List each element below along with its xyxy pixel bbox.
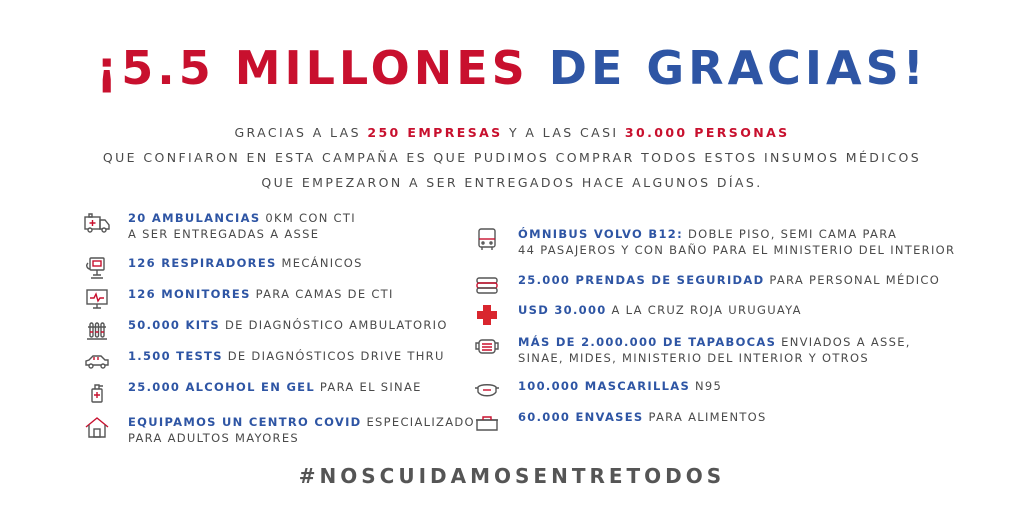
n95-mask-icon	[470, 376, 504, 406]
item-text	[518, 300, 802, 318]
face-mask-icon	[470, 332, 504, 362]
item-rest: MECÁNICOS	[276, 256, 363, 270]
item-bold: USD 30.000	[518, 303, 607, 317]
item-rest: PARA PERSONAL MÉDICO	[764, 273, 941, 287]
list-item	[470, 300, 802, 330]
item-text	[518, 270, 940, 288]
intro-line-2: QUE CONFIARON EN ESTA CAMPAÑA ES QUE PUDIMOS COMPRAR TODOS ESTOS INSUMOS MÉDICOS	[102, 150, 922, 165]
item-line-1	[518, 334, 911, 350]
page-title	[0, 38, 1024, 98]
item-line-2: SINAE, MIDES, MINISTERIO DEL INTERIOR Y OTROS	[518, 351, 869, 365]
item-text	[128, 315, 448, 333]
item-bold: 100.000 MASCARILLAS	[518, 379, 691, 393]
item-line-1	[128, 286, 394, 302]
intro-highlight-companies: 250 EMPRESAS	[367, 125, 503, 140]
item-bold: MÁS DE 2.000.000 DE TAPABOCAS	[518, 335, 777, 349]
hashtag: #NOSCUIDAMOSENTRETODOS	[298, 464, 726, 488]
item-rest: N95	[690, 379, 723, 393]
title-part-red: ¡5.5 MILLONES	[96, 41, 529, 95]
intro-line-3: QUE EMPEZARON A SER ENTREGADOS HACE ALGUNOS DÍAS.	[261, 175, 763, 190]
item-bold: 126 MONITORES	[128, 287, 251, 301]
item-line-2: PARA ADULTOS MAYORES	[128, 431, 300, 445]
item-rest: DE DIAGNÓSTICO AMBULATORIO	[220, 318, 448, 332]
item-bold: 20 AMBULANCIAS	[128, 211, 261, 225]
test-tubes-icon	[80, 315, 114, 345]
list-item	[470, 270, 940, 300]
item-text	[128, 412, 475, 446]
item-bold: 60.000 ENVASES	[518, 410, 644, 424]
list-item	[80, 377, 422, 407]
item-line-2: 44 PASAJEROS Y CON BAÑO PARA EL MINISTERIO DEL INTERIOR	[518, 243, 956, 257]
house-icon	[80, 412, 114, 442]
bus-icon	[470, 224, 504, 254]
item-line-2: A SER ENTREGADAS A ASSE	[128, 227, 320, 241]
item-line-1	[128, 348, 445, 364]
item-rest: PARA ALIMENTOS	[643, 410, 767, 424]
item-line-1	[518, 226, 955, 242]
respirator-icon	[80, 253, 114, 283]
car-icon	[80, 346, 114, 376]
item-line-1	[518, 378, 722, 394]
item-bold: 25.000 ALCOHOL EN GEL	[128, 380, 315, 394]
clothes-stack-icon	[470, 270, 504, 300]
list-item	[470, 332, 911, 366]
item-line-1	[128, 414, 475, 430]
item-text	[128, 377, 422, 395]
ambulance-icon	[80, 208, 114, 238]
intro-text	[0, 120, 1024, 195]
item-rest: ENVIADOS A ASSE,	[776, 335, 911, 349]
item-text	[518, 376, 722, 394]
list-item	[80, 346, 445, 376]
item-line-1	[518, 272, 940, 288]
list-item	[80, 208, 356, 242]
item-rest: ESPECIALIZADO	[361, 415, 475, 429]
item-text	[518, 224, 955, 258]
intro-text-a: GRACIAS A LAS	[234, 125, 368, 140]
list-item	[80, 284, 394, 314]
title-part-blue: DE GRACIAS!	[548, 41, 928, 95]
item-bold: ÓMNIBUS VOLVO B12:	[518, 227, 683, 241]
item-line-1	[518, 302, 802, 318]
item-text	[128, 284, 394, 302]
red-cross-icon	[470, 300, 504, 330]
item-text	[518, 332, 911, 366]
item-text	[128, 253, 363, 271]
item-bold: EQUIPAMOS UN CENTRO COVID	[128, 415, 362, 429]
list-item	[80, 412, 475, 446]
item-line-1	[128, 317, 448, 333]
item-rest: DOBLE PISO, SEMI CAMA PARA	[682, 227, 898, 241]
item-rest: PARA CAMAS DE CTI	[250, 287, 394, 301]
item-text	[518, 407, 767, 425]
list-item	[470, 407, 767, 437]
item-rest: DE DIAGNÓSTICOS DRIVE THRU	[222, 349, 445, 363]
item-bold: 1.500 TESTS	[128, 349, 223, 363]
item-rest: A LA CRUZ ROJA URUGUAYA	[606, 303, 802, 317]
list-item	[80, 315, 448, 345]
monitor-icon	[80, 284, 114, 314]
list-item	[470, 224, 955, 258]
item-line-1	[518, 409, 767, 425]
item-bold: 50.000 KITS	[128, 318, 220, 332]
item-text	[128, 208, 356, 242]
intro-highlight-people: 30.000 PERSONAS	[624, 125, 790, 140]
item-rest: PARA EL SINAE	[314, 380, 422, 394]
intro-line-1	[0, 120, 1024, 145]
gel-bottle-icon	[80, 377, 114, 407]
item-rest: 0KM CON CTI	[260, 211, 356, 225]
item-bold: 25.000 PRENDAS DE SEGURIDAD	[518, 273, 765, 287]
item-line-1	[128, 255, 363, 271]
food-container-icon	[470, 407, 504, 437]
list-item	[470, 376, 722, 406]
list-item	[80, 253, 363, 283]
item-bold: 126 RESPIRADORES	[128, 256, 277, 270]
intro-text-c: Y A LAS CASI	[502, 125, 625, 140]
item-text	[128, 346, 445, 364]
item-line-1	[128, 379, 422, 395]
item-line-1	[128, 210, 356, 226]
